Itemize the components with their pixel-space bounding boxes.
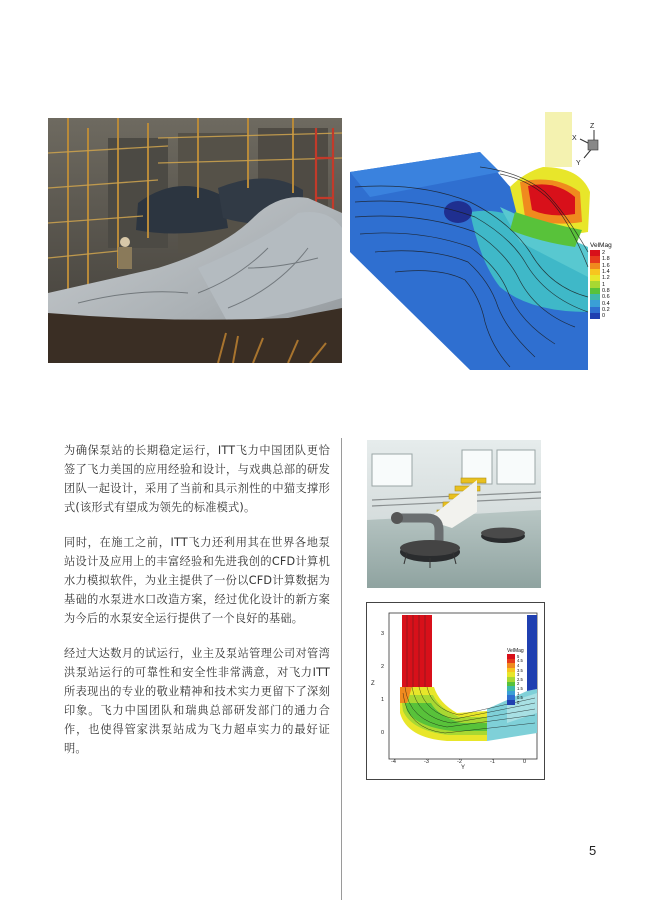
legend-value: 1.5 [517,685,523,691]
legend-title: VelMag [507,648,524,654]
legend-value: 4 [517,662,520,668]
x-tick-label: -2 [457,759,462,765]
legend-value: 1.2 [602,275,610,282]
legend-row [507,700,537,705]
axis-y-label: Y [576,160,581,167]
cfd-3d-velocity-figure [350,112,618,370]
velmag-legend-bottom [507,648,537,705]
axis-x-label: X [572,135,577,142]
velmag-legend-top [590,242,624,319]
legend-value: 3 [517,672,520,678]
body-text-column [64,441,330,774]
legend-value: 1 [517,690,520,696]
pump-room-photo [367,440,541,588]
construction-site-photo [48,118,342,363]
paragraph-2: 同时，在施工之前，ITT飞力还利用其在世界各地泵站设计及应用上的丰富经验和先进我创的CFD计算机水力模拟软件，为业主提供了一份以CFD计算数据为基础的水泵进水口改造方案，经过优化设计的新方案为今后的水泵安全运行提供了一个良好的基础。 [64,536,330,625]
legend-value: 0.5 [517,695,523,701]
y-tick-label: 0 [381,730,385,736]
legend-value: 1 [602,281,606,288]
y-tick-label: 2 [381,664,385,670]
legend-value: 4.5 [517,658,523,664]
column-divider [341,438,342,900]
legend-value: 1.6 [602,262,610,269]
x-tick-label: -1 [490,759,495,765]
legend-value: 1.8 [602,256,610,263]
legend-value: 0 [517,699,520,705]
legend-value: 2 [602,250,606,257]
legend-title: VelMag [590,242,612,249]
x-axis-label: Y [461,765,466,771]
legend-value: 0.8 [602,287,610,294]
cfd-2d-section-figure [366,602,545,780]
legend-value: 1.4 [602,269,610,276]
page-number: 5 [589,843,597,858]
x-tick-label: 0 [523,759,527,765]
legend-value: 0.6 [602,294,610,301]
legend-value: 2.5 [517,676,523,682]
paragraph-1: 为确保泵站的长期稳定运行，ITT飞力中国团队更恰签了飞力美国的应用经验和设计，与戏典总部的研发团队一起设计，采用了当前和具示剂性的中猫支撑形式(该形式有望成为领先的标准模式)。 [64,444,330,514]
x-tick-label: -4 [391,759,396,765]
legend-value: 0.4 [602,300,610,307]
legend-swatch [590,313,600,319]
axis-z-label: Z [590,123,595,130]
legend-value: 5 [517,653,520,659]
legend-value: 2 [517,681,520,687]
pump-room-illustration [367,440,541,588]
y-tick-label: 1 [381,697,385,703]
legend-value: 3.5 [517,667,523,673]
construction-site-illustration [48,118,342,363]
x-tick-label: -3 [424,759,429,765]
y-axis-label: Z [371,681,375,687]
legend-swatch [507,700,515,705]
cfd-3d-plot [350,112,618,370]
legend-value: 0 [602,313,606,320]
legend-row [590,313,624,319]
paragraph-3: 经过大达数月的试运行，业主及泵站管理公司对管湾洪泵站运行的可靠性和安全性非常满意，对飞力ITT所表现出的专业的敬业精神和技术实力更留下了深刻印象。飞力中国团队和瑞典总部研发部门的通力合作，也使得管家洪泵站成为飞力超卓实力的最好证明。 [64,647,330,755]
legend-value: 0.2 [602,306,610,313]
y-tick-label: 3 [381,631,385,637]
